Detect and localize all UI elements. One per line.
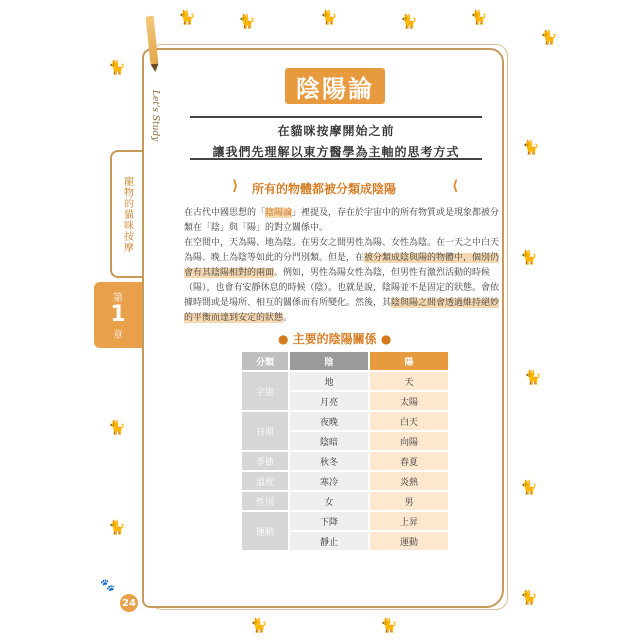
cat-icon: 🐈 [320,10,338,26]
paragraph [184,236,504,326]
yin-cell: 寒冷 [290,472,368,490]
chapter-prefix: 第 [113,293,123,304]
yang-cell: 運動 [370,532,448,550]
table-row [242,492,448,510]
subtitle-line-2: 讓我們先理解以東方醫學為主軸的思考方式 [212,145,460,159]
paw-icon: 🐾 [100,578,115,592]
yang-cell: 上昇 [370,512,448,530]
category-cell: 溫度 [242,472,288,490]
highlighted-text: 陰陽論 [265,208,293,218]
table-header-row [242,352,448,370]
cat-icon: 🐈 [540,30,558,46]
yin-cell: 月亮 [290,392,368,410]
header-yang: 陽 [370,352,448,370]
highlighted-text: 陰與陽之間會透過維持絕妙的平衡而達到安定的狀態 [184,298,500,323]
yin-cell: 地 [290,372,368,390]
side-chapter-label [110,150,142,278]
yin-yang-table [240,350,450,552]
paragraph [184,206,504,236]
subtitle-line-1: 在貓咪按摩開始之前 [277,124,395,138]
yin-cell: 陰暗 [290,432,368,450]
yang-cell: 太陽 [370,392,448,410]
cat-icon: 🐈 [108,520,126,536]
text-segment: 」裡提及，存在於宇宙中的所有物質或是現象都被分類在「陰」與「陽」的對立關係中。 [184,208,500,233]
category-cell: 性別 [242,492,288,510]
bone-icon: ⟨ [452,178,459,194]
yang-cell: 春夏 [370,452,448,470]
cat-icon: 🐈 [520,250,538,266]
header-category: 分類 [242,352,288,370]
yang-cell: 天 [370,372,448,390]
yin-cell: 女 [290,492,368,510]
cat-icon: 🐈 [238,14,256,30]
highlighted-text: 被分類成陰與陽的物體中，個別仍會有其陰陽相對的兩面 [184,253,500,278]
category-cell: 宇宙 [242,372,288,410]
cat-icon: 🐈 [400,14,418,30]
cat-icon: 🐈 [108,420,126,436]
chapter-tab [94,282,142,348]
cat-icon: 🐈 [520,480,538,496]
yang-cell: 白天 [370,412,448,430]
page-title: 陰陽論 [296,74,374,103]
page-number: 24 [120,594,138,612]
text-segment: 。 [283,313,293,323]
table-row [242,472,448,490]
page-title-box [285,68,385,104]
yin-cell: 下降 [290,512,368,530]
yin-cell: 夜晚 [290,412,368,430]
text-segment: 在古代中國思想的「 [184,208,266,218]
cat-icon: 🐈 [520,590,538,606]
category-cell: 季節 [242,452,288,470]
cat-icon: 🐈 [108,60,126,76]
table-row [242,372,448,390]
text-segment: 在空間中，天為陽、地為陰。在男女之間男性為陽、女性為陰。在一天之中白天為陽、晚上為陰等如此的分門別類。但是，在 [184,238,500,263]
side-chapter-text: 寵物的貓咪按摩 [121,175,133,253]
section-heading: 所有的物體都被分類成陰陽 [252,182,397,196]
yang-cell: 男 [370,492,448,510]
category-cell: 日照 [242,412,288,450]
cat-icon: 🐈 [524,370,542,386]
bone-icon: ⟩ [232,178,239,194]
cat-icon: 🐈 [380,618,398,634]
chapter-number: 1 [110,302,126,327]
cat-icon: 🐈 [250,618,268,634]
table-row [242,452,448,470]
table-row [242,412,448,430]
chapter-suffix: 章 [113,330,123,341]
table-heading-text: 主要的陰陽關係 [292,332,377,346]
yang-cell: 炎熱 [370,472,448,490]
yang-cell: 向陽 [370,432,448,450]
text-segment: 。例如，男性為陽女性為陰，但男性有激烈活動的時候（陽），也會有安靜休息的時候（陰）。也就是說，陰陽並不是固定的狀態。會依據時間或是場所、相互的關係而有所變化。然後，其 [184,268,500,308]
subtitle-band [190,116,482,160]
yin-cell: 靜止 [290,532,368,550]
table-row [242,512,448,530]
cat-icon: 🐈 [470,10,488,26]
category-cell: 運動 [242,512,288,550]
lets-study-label: Let's Study [150,90,160,142]
cat-icon: 🐈 [178,10,196,26]
header-yin: 陰 [290,352,368,370]
cat-icon: 🐈 [522,140,540,156]
body-text [184,206,504,326]
table-heading: ● 主要的陰陽關係 ● [278,332,392,346]
yin-cell: 秋冬 [290,452,368,470]
